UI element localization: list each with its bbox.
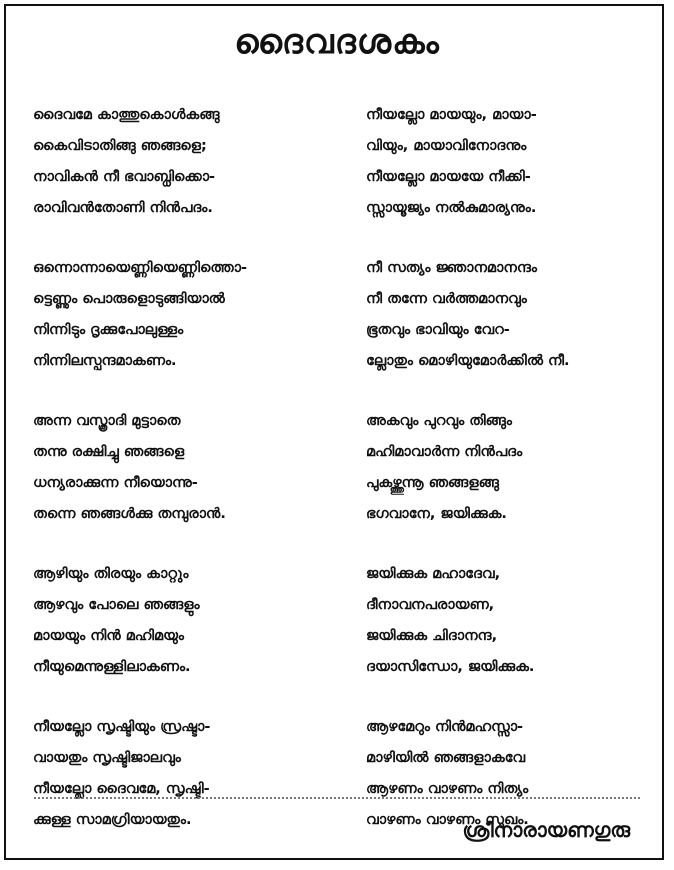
verse-line: ഒന്നൊന്നായെണ്ണിയെണ്ണിത്തൊ- <box>33 260 248 276</box>
verse-line: തന്നു രക്ഷിച്ചു ഞങ്ങളെ <box>33 444 185 460</box>
verse-line: മഹിമാവാർന്ന നിൻപദം <box>366 444 523 460</box>
verse-line: മാഴിയിൽ ഞങ്ങളാകവേ <box>366 750 526 766</box>
verse-line: ആഴവും പോലെ ഞങ്ങളും <box>33 597 200 613</box>
stanza <box>33 559 333 683</box>
verse-line: വിയും, മായാവിനോദനും <box>366 138 527 154</box>
author-name: ശ്രീനാരായണഗുരു <box>462 818 630 842</box>
verse-line: നീയല്ലോ മായയേ നീക്കി- <box>366 169 531 185</box>
stanza <box>33 100 333 224</box>
stanza <box>33 712 333 836</box>
dotted-divider <box>34 797 640 799</box>
verse-line: ദീനാവനപരായണ, <box>366 597 495 613</box>
verse-line: സ്സായൂജ്യം നൽകുമാര്യനും. <box>366 200 537 216</box>
verse-line: അകവും പുറവും തിങ്ങും <box>366 413 512 429</box>
verse-line: ജയിക്കുക ചിദാനന്ദ, <box>366 628 498 644</box>
stanza <box>33 253 333 377</box>
verse-line: വാഴണം വാഴണം സുഖം. <box>366 812 529 828</box>
left-column <box>33 100 333 865</box>
verse-line: നിന്നിലസ്പന്ദമാകണം. <box>33 353 177 369</box>
verse-line: ല്ലോതും മൊഴിയുമോർക്കിൽ നീ. <box>366 353 570 369</box>
verse-line: ഭൂതവും ഭാവിയും വേറ- <box>366 322 510 338</box>
verse-line: വായതും സൃഷ്ടിജാലവും <box>33 750 181 766</box>
verse-line: നീ സത്യം ജ്ഞാനമാനന്ദം <box>366 260 537 276</box>
verse-line: ആഴണം വാഴണം നിത്യം <box>366 781 529 797</box>
verse-line: ക്കുള്ള സാമഗ്രിയായതും. <box>33 812 192 828</box>
verse-line: നീയല്ലോ ദൈവമേ, സൃഷ്ടി- <box>33 781 210 797</box>
verse-line: നീയല്ലോ സൃഷ്ടിയും സ്രഷ്ടാ- <box>33 719 211 735</box>
verse-line: ട്ടെണ്ണും പൊരുളൊടുങ്ങിയാൽ <box>33 291 225 307</box>
stanza <box>366 253 656 377</box>
verse-line: നീയുമെന്നുള്ളിലാകണം. <box>33 659 191 675</box>
verse-line: അന്ന വസ്ത്രാദി മുട്ടാതെ <box>33 413 181 429</box>
verse-line: നാവികൻ നീ ഭവാബ്ധിക്കൊ- <box>33 169 216 185</box>
stanza <box>366 406 656 530</box>
verse-line: കൈവിടാതിങ്ങു ഞങ്ങളെ; <box>33 138 207 154</box>
verse-line: രാവിവൻതോണി നിൻപദം. <box>33 200 213 216</box>
verse-line: മായയും നിൻ മഹിമയും <box>33 628 184 644</box>
verse-line: ദൈവമേ കാത്തുകൊൾകങ്ങു <box>33 107 220 123</box>
stanza <box>366 100 656 224</box>
verse-line: ജയിക്കുക മഹാദേവ, <box>366 566 501 582</box>
right-column <box>366 100 656 865</box>
verse-line: നീയല്ലോ മായയും, മായാ- <box>366 107 537 123</box>
verse-line: തന്നെ ഞങ്ങൾക്കു തമ്പുരാൻ. <box>33 506 226 522</box>
verse-line: ദയാസിന്ധോ, ജയിക്കുക. <box>366 659 535 675</box>
verse-line: നിന്നിടും ദൃക്കുപോലുള്ളം <box>33 322 184 338</box>
verse-line: പുകഴ്ത്തുന്നൂ ഞങ്ങളങ്ങു <box>366 475 499 491</box>
stanza <box>366 559 656 683</box>
verse-line: നീ തന്നേ വർത്തമാനവും <box>366 291 527 307</box>
verse-line: ആഴമേറും നിൻമഹസ്സാ- <box>366 719 524 735</box>
stanza <box>33 406 333 530</box>
verse-line: ധന്യരാക്കുന്ന നീയൊന്നു- <box>33 475 198 491</box>
page-title: ദൈവദശകം <box>234 22 440 62</box>
verse-line: ഭഗവാനേ, ജയിക്കുക. <box>366 506 507 522</box>
verse-line: ആഴിയും തിരയും കാറ്റും <box>33 566 189 582</box>
